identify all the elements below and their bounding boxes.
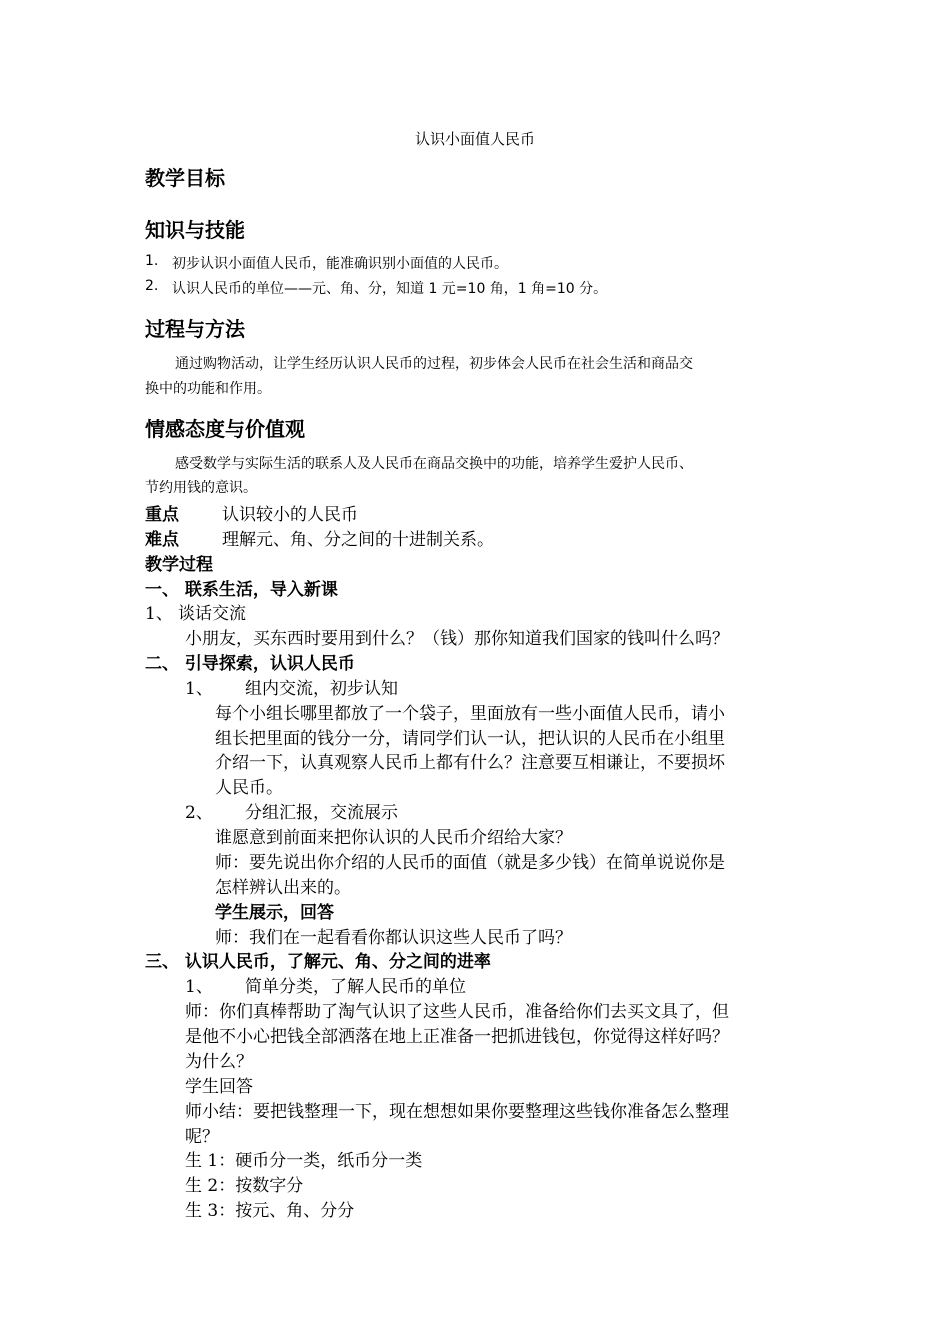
section-3-heading: 三、 认识人民币，了解元、角、分之间的进率 <box>145 952 491 972</box>
section-2-heading: 二、 引导探索，认识人民币 <box>145 654 355 674</box>
section-2-para-line-2: 组长把里面的钱分一分，请同学们认一认，把认识的人民币在小组里 <box>215 729 725 749</box>
section-2-line-b: 师：要先说出你介绍的人民币的面值（就是多少钱）在简单说说你是 <box>215 853 725 873</box>
section-3-line-4: 学生回答 <box>185 1077 253 1097</box>
process-method-heading: 过程与方法 <box>145 317 245 341</box>
document-title: 认识小面值人民币 <box>414 130 535 148</box>
knowledge-item-2-text: 认识人民币的单位——元、角、分，知道 1 元=10 角，1 角=10 分。 <box>172 281 608 297</box>
section-1-heading: 一、 联系生活，导入新课 <box>145 580 338 600</box>
section-3-line-6: 呢？ <box>185 1127 219 1147</box>
section-2-sub-1-num: 1、 <box>185 679 213 699</box>
difficult-point-label: 难点 <box>145 530 179 550</box>
section-2-para-line-3: 介绍一下，认真观察人民币上都有什么？注意要互相谦让，不要损坏 <box>215 753 725 773</box>
knowledge-item-1-text: 初步认识小面值人民币，能准确识别小面值的人民币。 <box>172 256 508 272</box>
emotion-line-2: 节约用钱的意识。 <box>145 480 257 496</box>
section-2-line-d: 师：我们在一起看看你都认识这些人民币了吗？ <box>215 928 572 948</box>
goals-heading: 教学目标 <box>145 166 225 190</box>
key-point-text: 认识较小的人民币 <box>222 505 358 525</box>
section-3-line-9: 生 3：按元、角、分分 <box>185 1201 355 1221</box>
section-2-para-line-4: 人民币。 <box>215 778 283 798</box>
section-2-students-show: 学生展示，回答 <box>215 903 334 923</box>
section-3-line-3: 为什么？ <box>185 1052 253 1072</box>
section-2-line-a: 谁愿意到前面来把你认识的人民币介绍给大家？ <box>215 828 572 848</box>
knowledge-heading: 知识与技能 <box>145 218 245 242</box>
section-3-line-2: 是他不小心把钱全部洒落在地上正准备一把抓进钱包，你觉得这样好吗？ <box>185 1027 729 1047</box>
section-3-line-1: 师：你们真棒帮助了淘气认识了这些人民币，准备给你们去买文具了，但 <box>185 1002 729 1022</box>
section-3-line-8: 生 2：按数字分 <box>185 1176 304 1196</box>
difficult-point-text: 理解元、角、分之间的十进制关系。 <box>222 530 494 550</box>
emotion-line-1: 感受数学与实际生活的联系人及人民币在商品交换中的功能，培养学生爱护人民币、 <box>175 456 693 472</box>
section-1-sub-1-text: 谈话交流 <box>178 604 246 624</box>
knowledge-item-2-num: 2. <box>145 278 159 294</box>
process-method-line-1: 通过购物活动，让学生经历认识人民币的过程，初步体会人民币在社会生活和商品交 <box>175 356 693 372</box>
section-2-sub-1-text: 组内交流，初步认知 <box>245 679 398 699</box>
knowledge-item-1-num: 1. <box>145 253 159 269</box>
section-2-para-line-1: 每个小组长哪里都放了一个袋子，里面放有一些小面值人民币，请小 <box>215 704 725 724</box>
emotion-heading: 情感态度与价值观 <box>145 417 305 441</box>
section-3-sub-1-num: 1、 <box>185 977 213 997</box>
section-3-sub-1-text: 简单分类，了解人民币的单位 <box>245 977 466 997</box>
teaching-process-heading: 教学过程 <box>145 555 213 575</box>
section-2-sub-2-text: 分组汇报，交流展示 <box>245 803 398 823</box>
section-1-sub-1-num: 1、 <box>145 604 173 624</box>
process-method-line-2: 换中的功能和作用。 <box>145 381 271 397</box>
key-point-label: 重点 <box>145 505 179 525</box>
section-3-line-7: 生 1：硬币分一类，纸币分一类 <box>185 1151 423 1171</box>
section-3-line-5: 师小结：要把钱整理一下，现在想想如果你要整理这些钱你准备怎么整理 <box>185 1102 729 1122</box>
section-1-line-1: 小朋友，买东西时要用到什么？（钱）那你知道我们国家的钱叫什么吗？ <box>185 629 729 649</box>
section-2-line-c: 怎样辨认出来的。 <box>215 878 351 898</box>
section-2-sub-2-num: 2、 <box>185 803 213 823</box>
